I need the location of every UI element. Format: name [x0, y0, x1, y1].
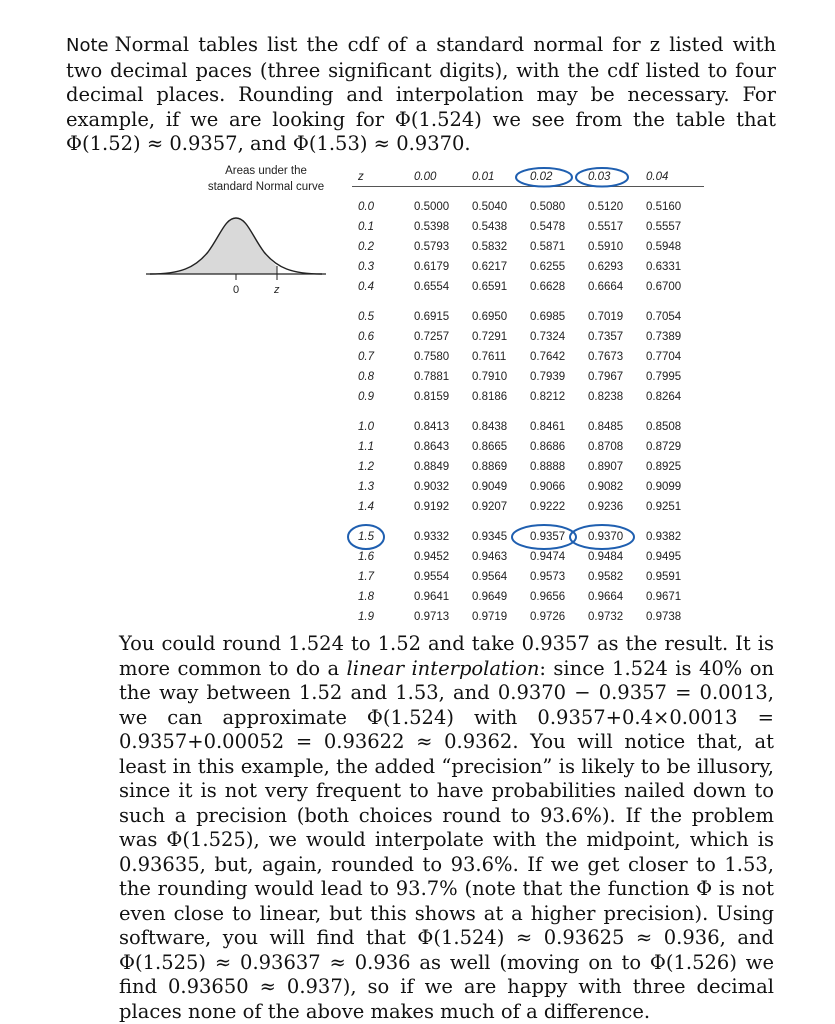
table-cell: 0.7324 — [530, 331, 566, 343]
table-row — [352, 277, 704, 297]
header-col-0.04: 0.04 — [646, 168, 704, 187]
table-cell: 0.5000 — [414, 201, 450, 213]
table-cell: 0.9251 — [646, 501, 682, 513]
note-block — [66, 33, 776, 157]
table-cell: 0.6179 — [414, 261, 450, 273]
table-cell: 0.7967 — [588, 371, 624, 383]
table-cell: 0.5120 — [588, 201, 624, 213]
table-cell: 0.7357 — [588, 331, 624, 343]
table-cell: 0.5832 — [472, 241, 508, 253]
table-cell: 0.8643 — [414, 441, 450, 453]
table-row — [352, 527, 704, 547]
table-row — [352, 477, 704, 497]
row-z-value: 0.2 — [358, 241, 374, 253]
table-cell: 0.9664 — [588, 591, 624, 603]
table-row — [352, 387, 704, 407]
group-spacer — [352, 407, 704, 417]
table-cell: 0.8264 — [646, 391, 682, 403]
table-cell: 0.9726 — [530, 611, 566, 623]
table-cell: 0.8159 — [414, 391, 450, 403]
table-cell: 0.8186 — [472, 391, 508, 403]
table-cell: 0.6554 — [414, 281, 450, 293]
table-cell: 0.8869 — [472, 461, 508, 473]
table-cell: 0.8508 — [646, 421, 682, 433]
header-z: z — [352, 168, 414, 187]
table-cell: 0.5948 — [646, 241, 682, 253]
table-cell: 0.7910 — [472, 371, 508, 383]
table-row — [352, 417, 704, 437]
table-cell: 0.8907 — [588, 461, 624, 473]
table-cell: 0.6700 — [646, 281, 682, 293]
row-z-value: 1.4 — [358, 501, 374, 513]
table-header-row — [352, 168, 704, 187]
table-cell: 0.7939 — [530, 371, 566, 383]
row-z-value: 0.7 — [358, 351, 374, 363]
row-z-value: 0.9 — [358, 391, 374, 403]
group-spacer — [352, 187, 704, 198]
table-cell: 0.9345 — [472, 531, 508, 543]
table-cell: 0.8925 — [646, 461, 682, 473]
table-cell: 0.5557 — [646, 221, 682, 233]
table-cell: 0.9332 — [414, 531, 450, 543]
table-row — [352, 257, 704, 277]
table-cell: 0.8238 — [588, 391, 624, 403]
table-cell: 0.9732 — [588, 611, 624, 623]
table-cell: 0.9474 — [530, 551, 566, 563]
row-z-value: 0.8 — [358, 371, 374, 383]
row-z-value: 0.6 — [358, 331, 374, 343]
table-cell: 0.7673 — [588, 351, 624, 363]
table-cell: 0.5160 — [646, 201, 682, 213]
table-cell: 0.8438 — [472, 421, 508, 433]
table-cell: 0.9719 — [472, 611, 508, 623]
table-cell: 0.9222 — [530, 501, 566, 513]
table-cell: 0.8212 — [530, 391, 566, 403]
curve-caption-line2: standard Normal curve — [207, 181, 325, 193]
row-z-value: 0.3 — [358, 261, 374, 273]
table-cell: 0.9099 — [646, 481, 682, 493]
row-z-value: 1.6 — [358, 551, 374, 563]
table-cell: 0.6293 — [588, 261, 624, 273]
table-cell: 0.7995 — [646, 371, 682, 383]
row-z-value: 1.1 — [358, 441, 374, 453]
table-cell: 0.5871 — [530, 241, 566, 253]
table-row — [352, 307, 704, 327]
table-cell: 0.9671 — [646, 591, 682, 603]
table-cell: 0.7019 — [588, 311, 624, 323]
table-cell: 0.8665 — [472, 441, 508, 453]
table-cell: 0.9207 — [472, 501, 508, 513]
table-row — [352, 197, 704, 217]
table-cell: 0.8413 — [414, 421, 450, 433]
table-cell: 0.8485 — [588, 421, 624, 433]
table-cell: 0.6217 — [472, 261, 508, 273]
table-cell: 0.7580 — [414, 351, 450, 363]
table-row — [352, 607, 704, 627]
table-cell: 0.5040 — [472, 201, 508, 213]
table-cell: 0.5910 — [588, 241, 624, 253]
table-cell: 0.9713 — [414, 611, 450, 623]
row-z-value: 1.5 — [358, 531, 374, 543]
table-cell: 0.6591 — [472, 281, 508, 293]
table-cell: 0.5793 — [414, 241, 450, 253]
table-cell: 0.8849 — [414, 461, 450, 473]
table-cell: 0.9591 — [646, 571, 682, 583]
row-z-value: 0.4 — [358, 281, 374, 293]
table-cell: 0.7881 — [414, 371, 450, 383]
table-cell: 0.8708 — [588, 441, 624, 453]
normal-curve-figure — [140, 200, 330, 300]
table-cell: 0.7704 — [646, 351, 682, 363]
table-cell: 0.9066 — [530, 481, 566, 493]
table-row — [352, 327, 704, 347]
group-spacer — [352, 297, 704, 307]
table-cell: 0.9484 — [588, 551, 624, 563]
curve-caption-line1: Areas under the — [225, 165, 307, 177]
table-cell: 0.9463 — [472, 551, 508, 563]
table-row — [352, 547, 704, 567]
table-cell: 0.6985 — [530, 311, 566, 323]
table-cell: 0.6915 — [414, 311, 450, 323]
header-col-0.02: 0.02 — [530, 168, 588, 187]
row-z-value: 1.2 — [358, 461, 374, 473]
header-col-0.01: 0.01 — [472, 168, 530, 187]
row-z-value: 1.7 — [358, 571, 374, 583]
group-spacer — [352, 517, 704, 527]
normal-cdf-table — [352, 168, 704, 627]
table-cell: 0.9049 — [472, 481, 508, 493]
table-cell: 0.9495 — [646, 551, 682, 563]
row-z-value: 1.9 — [358, 611, 374, 623]
header-col-0.03: 0.03 — [588, 168, 646, 187]
table-cell: 0.9236 — [588, 501, 624, 513]
table-cell: 0.5478 — [530, 221, 566, 233]
table-cell: 0.5080 — [530, 201, 566, 213]
table-cell: 0.9082 — [588, 481, 624, 493]
table-cell: 0.8461 — [530, 421, 566, 433]
table-cell: 0.9370 — [588, 531, 624, 543]
shaded-area — [150, 218, 277, 274]
table-cell: 0.8686 — [530, 441, 566, 453]
row-z-value: 0.0 — [358, 201, 374, 213]
table-row — [352, 457, 704, 477]
interpolation-paragraph — [119, 632, 774, 1024]
table-cell: 0.6664 — [588, 281, 624, 293]
table-row — [352, 587, 704, 607]
axis-label-z: z — [274, 284, 280, 296]
row-z-value: 0.5 — [358, 311, 374, 323]
table-cell: 0.7611 — [472, 351, 507, 363]
table-cell: 0.9656 — [530, 591, 566, 603]
row-z-value: 1.0 — [358, 421, 374, 433]
table-cell: 0.9564 — [472, 571, 508, 583]
table-row — [352, 497, 704, 517]
table-cell: 0.5398 — [414, 221, 450, 233]
table-cell: 0.5438 — [472, 221, 508, 233]
table-cell: 0.9649 — [472, 591, 508, 603]
table-cell: 0.6950 — [472, 311, 508, 323]
table-row — [352, 367, 704, 387]
table-row — [352, 567, 704, 587]
table-cell: 0.6331 — [646, 261, 682, 273]
table-cell: 0.8888 — [530, 461, 566, 473]
table-cell: 0.9357 — [530, 531, 566, 543]
paragraph-text: You could round 1.524 to 1.52 and take 0.9357 as the result. It is more common to do a linear interpolation: since 1.524 is 40% on the way between 1.52 and 1.53, and 0.9370 − 0.9357 = 0.0013, we can approximate Φ(1.524) with 0.9357+0.4×0.0013 = 0.9357+0.00052 = 0.93622 ≈ 0.9362. You will notice that, at least in this example, the added “precision” is likely to be illusory, since it is not very frequent to have probabilities nailed down to such a precision (both choices round to 93.6%). If the problem was Φ(1.525), we would interpolate with the midpoint, which is 0.93635, but, again, rounded to 93.6%. If we get closer to 1.53, the rounding would lead to 93.7% (note that the function Φ is not even close to linear, but this shows at a higher precision). Using software, you will find that Φ(1.524) ≈ 0.93625 ≈ 0.936, and Φ(1.525) ≈ 0.93637 ≈ 0.936 as well (moving on to Φ(1.526) we find 0.93650 ≈ 0.937), so if we are happy with three decimal places none of the above makes much of a difference. — [119, 632, 774, 1023]
table-cell: 0.7642 — [530, 351, 566, 363]
table-row — [352, 217, 704, 237]
note-label: Note — [66, 35, 109, 56]
table-cell: 0.9554 — [414, 571, 450, 583]
table-cell: 0.7054 — [646, 311, 682, 323]
table-cell: 0.6628 — [530, 281, 566, 293]
emphasis-linear-interpolation: linear interpolation — [346, 656, 540, 680]
table-cell: 0.9582 — [588, 571, 624, 583]
table-cell: 0.9452 — [414, 551, 450, 563]
table-cell: 0.8729 — [646, 441, 682, 453]
table-cell: 0.9032 — [414, 481, 450, 493]
table-cell: 0.6255 — [530, 261, 566, 273]
table-cell: 0.9738 — [646, 611, 682, 623]
table-row — [352, 237, 704, 257]
table-cell: 0.9192 — [414, 501, 450, 513]
table-cell: 0.9382 — [646, 531, 682, 543]
table-cell: 0.5517 — [588, 221, 624, 233]
row-z-value: 1.3 — [358, 481, 374, 493]
curve-caption — [196, 163, 336, 195]
table-row — [352, 347, 704, 367]
note-text: Normal tables list the cdf of a standard normal for z listed with two decimal paces (three significant digits), with the cdf listed to four decimal places. Rounding and interpolation may be necessary. For example, if we are looking for Φ(1.524) we see from the table that Φ(1.52) ≈ 0.9357, and Φ(1.53) ≈ 0.9370. — [66, 33, 776, 155]
table-cell: 0.7389 — [646, 331, 682, 343]
header-col-0.00: 0.00 — [414, 168, 472, 187]
table-cell: 0.7257 — [414, 331, 450, 343]
table-cell: 0.7291 — [472, 331, 508, 343]
table-cell: 0.9641 — [414, 591, 450, 603]
table-row — [352, 437, 704, 457]
table-cell: 0.9573 — [530, 571, 566, 583]
axis-label-zero: 0 — [233, 284, 240, 296]
row-z-value: 0.1 — [358, 221, 374, 233]
row-z-value: 1.8 — [358, 591, 374, 603]
